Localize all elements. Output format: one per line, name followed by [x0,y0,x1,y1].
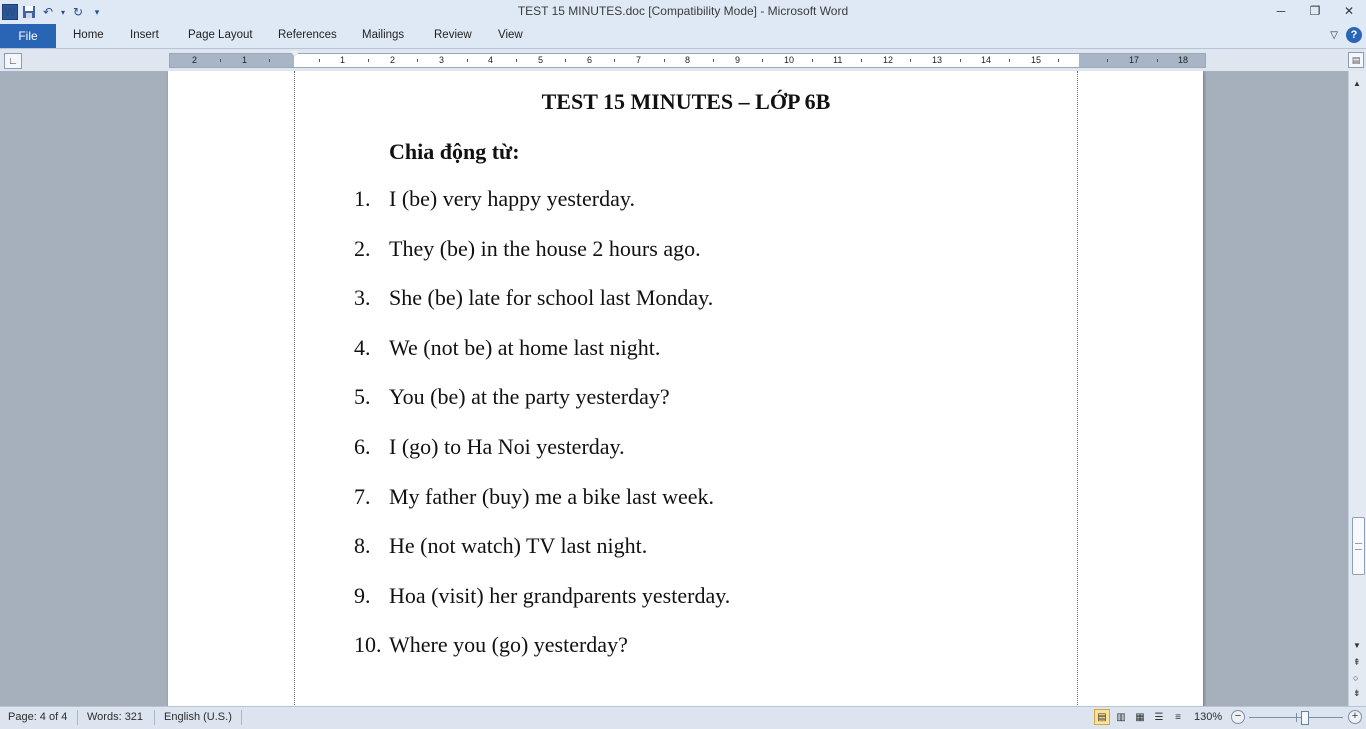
ruler-tick [1107,59,1108,62]
word-app-icon[interactable]: W [2,4,18,20]
list-item-text: He (not watch) TV last night. [389,533,648,558]
restore-icon[interactable]: ❐ [1309,4,1321,18]
page-count[interactable]: Page: 4 of 4 [8,711,68,723]
vertical-scrollbar[interactable] [1348,71,1366,706]
list-item [354,583,1054,613]
ruler-number: 1 [340,55,346,65]
ruler-number: 7 [636,55,642,65]
ruler-tick [1009,59,1010,62]
ruler-number: 3 [439,55,445,65]
ruler-tick [614,59,615,62]
tab-file[interactable]: File [0,24,56,48]
window-title: TEST 15 MINUTES.doc [Compatibility Mode] - Microsoft Word [517,4,849,18]
list-item [354,384,1054,414]
ruler-row [0,49,1366,71]
ruler-tick [319,59,320,62]
outline-view-icon[interactable]: ☰ [1154,711,1164,723]
list-item [354,285,1054,315]
scroll-down-icon[interactable]: ▼ [1353,641,1361,650]
document-title: TEST 15 MINUTES – LỚP 6B [541,89,831,114]
list-item [354,186,1054,216]
ruler-number: 15 [1031,55,1042,65]
tab-insert[interactable]: Insert [130,29,159,41]
ruler-tick [812,59,813,62]
tab-references[interactable]: References [278,29,337,41]
zoom-in-icon[interactable]: + [1348,710,1362,724]
ruler-number: 17 [1129,55,1140,65]
view-ruler-icon[interactable]: ▤ [1348,52,1364,68]
zoom-slider-center-mark [1296,713,1297,722]
ruler-number: 12 [883,55,894,65]
draft-view-icon[interactable]: ≡ [1175,711,1181,723]
horizontal-ruler[interactable] [169,53,1206,68]
help-icon[interactable]: ? [1346,27,1362,43]
list-item-text: I (be) very happy yesterday. [389,186,635,211]
window-controls [1264,0,1366,24]
list-item-number: 10. [354,632,382,657]
scrollbar-thumb[interactable] [1352,517,1365,575]
next-page-icon[interactable]: ⇟ [1353,688,1361,698]
first-line-indent-marker[interactable] [290,51,300,57]
list-item [354,632,1054,662]
list-item-text: We (not be) at home last night. [389,335,661,360]
ruler-number: 10 [784,55,795,65]
list-item-text: They (be) in the house 2 hours ago. [389,236,701,261]
list-item-number: 6. [354,434,371,459]
ruler-tick [269,59,270,62]
ruler-tick [1157,59,1158,62]
undo-dropdown-icon[interactable]: ▾ [60,7,65,17]
document-page[interactable] [168,71,1203,706]
customize-toolbar-icon[interactable]: ▾ [94,6,100,17]
document-subheading: Chia động từ: [389,139,520,164]
list-item-text: You (be) at the party yesterday? [389,384,670,409]
ribbon-right-controls [1330,27,1362,43]
close-icon[interactable]: ✕ [1343,4,1355,18]
tab-selector-icon[interactable]: ∟ [4,53,22,69]
list-item-text: My father (buy) me a bike last week. [389,484,714,509]
document-workspace [0,71,1348,706]
ruler-tick [220,59,221,62]
ruler-tick [762,59,763,62]
text-boundary-right [1077,71,1078,706]
ruler-tick [516,59,517,62]
tab-mailings[interactable]: Mailings [362,29,405,41]
web-layout-icon[interactable]: ▦ [1135,711,1145,723]
scroll-up-icon[interactable]: ▲ [1353,79,1361,88]
list-item-number: 5. [354,384,371,409]
word-count[interactable]: Words: 321 [87,711,144,723]
list-item-text: Hoa (visit) her grandparents yesterday. [389,583,731,608]
ruler-tick [417,59,418,62]
list-item-text: Where you (go) yesterday? [389,632,628,657]
print-layout-view-icon[interactable]: ▤ [1094,709,1110,725]
title-bar [0,0,1366,25]
ruler-tick [1058,59,1059,62]
list-item [354,236,1054,266]
zoom-level[interactable]: 130% [1194,711,1223,723]
select-browse-object-icon[interactable]: ○ [1353,673,1359,683]
list-item-number: 9. [354,583,371,608]
ruler-tick [960,59,961,62]
tab-view[interactable]: View [498,29,523,41]
ruler-tick [664,59,665,62]
ruler-number: 11 [833,55,843,65]
zoom-slider-thumb[interactable] [1301,711,1309,725]
ruler-number: 6 [587,55,593,65]
ruler-number: 13 [932,55,943,65]
ruler-number: 4 [488,55,494,65]
ruler-number: 5 [538,55,544,65]
ruler-number: 2 [390,55,396,65]
ruler-left-margin [170,54,294,67]
status-separator [154,710,155,725]
list-item-number: 8. [354,533,371,558]
ribbon-tabs [0,24,1366,49]
list-item-text: I (go) to Ha Noi yesterday. [389,434,625,459]
tab-home[interactable]: Home [73,29,104,41]
list-item [354,434,1054,464]
status-bar [0,706,1366,729]
tab-review[interactable]: Review [434,29,472,41]
list-item-number: 7. [354,484,371,509]
ruler-tick [565,59,566,62]
undo-icon[interactable]: ↶ [42,5,54,19]
tab-page-layout[interactable]: Page Layout [188,29,253,41]
ruler-number: 9 [735,55,741,65]
text-boundary-left [294,71,295,706]
list-item-text: She (be) late for school last Monday. [389,285,714,310]
expand-ribbon-icon[interactable]: ▽ [1330,29,1338,41]
ruler-number: 1 [242,55,248,65]
list-item [354,484,1054,514]
language[interactable]: English (U.S.) [164,711,232,723]
ruler-tick [467,59,468,62]
ruler-tick [861,59,862,62]
status-separator [241,710,242,725]
list-item-number: 4. [354,335,371,360]
list-item [354,533,1054,563]
list-item-number: 2. [354,236,371,261]
status-separator [77,710,78,725]
full-screen-reading-icon[interactable]: ▥ [1116,711,1126,723]
zoom-out-icon[interactable]: − [1231,710,1245,724]
ruler-number: 8 [685,55,691,65]
ruler-number: 2 [192,55,198,65]
ruler-tick [368,59,369,62]
ruler-number: 14 [981,55,992,65]
list-item-number: 1. [354,186,371,211]
ruler-tick [713,59,714,62]
minimize-icon[interactable]: ─ [1276,4,1286,18]
previous-page-icon[interactable]: ⇞ [1353,657,1361,667]
ruler-number: 18 [1178,55,1189,65]
list-item [354,335,1054,365]
ruler-tick [910,59,911,62]
list-item-number: 3. [354,285,371,310]
view-buttons [1094,709,1186,725]
redo-icon[interactable]: ↻ [72,5,84,19]
